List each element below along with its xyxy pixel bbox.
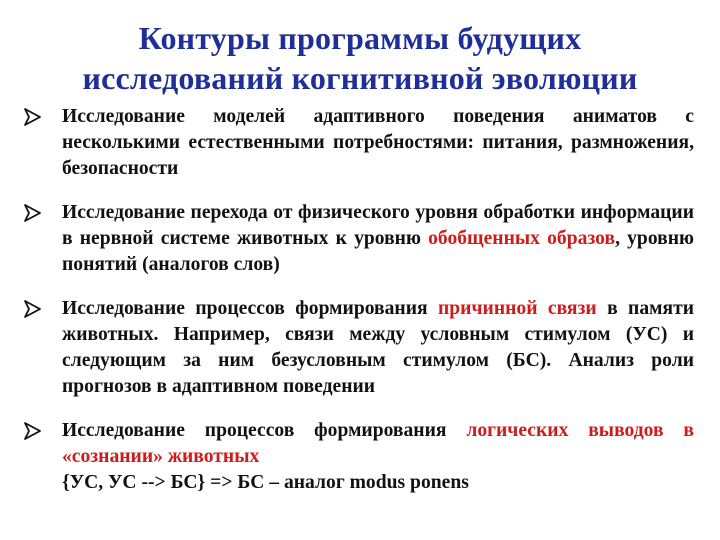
bullet-2-text-after: , уровню понятий (аналогов слов)	[62, 228, 694, 275]
bullet-text-1	[62, 104, 694, 182]
bullet-item-2	[14, 200, 694, 278]
arrow-bullet-icon	[18, 296, 48, 322]
slide-title-line-2: исследований когнитивной эволюции	[82, 60, 638, 96]
arrow-bullet-icon	[18, 200, 48, 226]
bullet-text-4	[62, 418, 694, 496]
bullet-item-4	[14, 418, 694, 496]
slide-title-line-1: Контуры программы будущих	[138, 20, 582, 56]
bullet-2-highlight: обобщенных образов	[428, 228, 616, 249]
bullet-3-highlight: причинной связи	[438, 298, 597, 319]
bullet-item-1	[14, 104, 694, 182]
arrow-bullet-icon	[18, 418, 48, 444]
bullet-2-text-before: Исследование перехода от физического уровня обработки информации в нервной системе животных к уровню	[62, 202, 694, 249]
bullet-4-formula: {УС, УС --> БС} => БС – аналог modus ponens	[62, 472, 469, 493]
arrow-bullet-icon	[18, 104, 48, 130]
bullet-text-3	[62, 296, 694, 400]
bullet-item-3	[14, 296, 694, 400]
slide-title	[20, 18, 700, 98]
bullet-4-highlight: логических выводов в «сознании» животных	[62, 420, 694, 467]
bullet-1-text: Исследование моделей адаптивного поведения аниматов с несколькими естественными потребностями: питания, размножения, безопасности	[62, 106, 694, 179]
bullet-3-text-after: в памяти животных. Например, связи между условным стимулом (УС) и следующим за ним безусловным стимулом (БС). Анализ роли прогнозов в адаптивном поведении	[62, 298, 695, 397]
bullet-text-2	[62, 200, 694, 278]
bullet-4-text-before: Исследование процессов формирования	[62, 420, 467, 441]
bullet-3-text-before: Исследование процессов формирования	[62, 298, 438, 319]
bullet-list	[14, 104, 694, 496]
